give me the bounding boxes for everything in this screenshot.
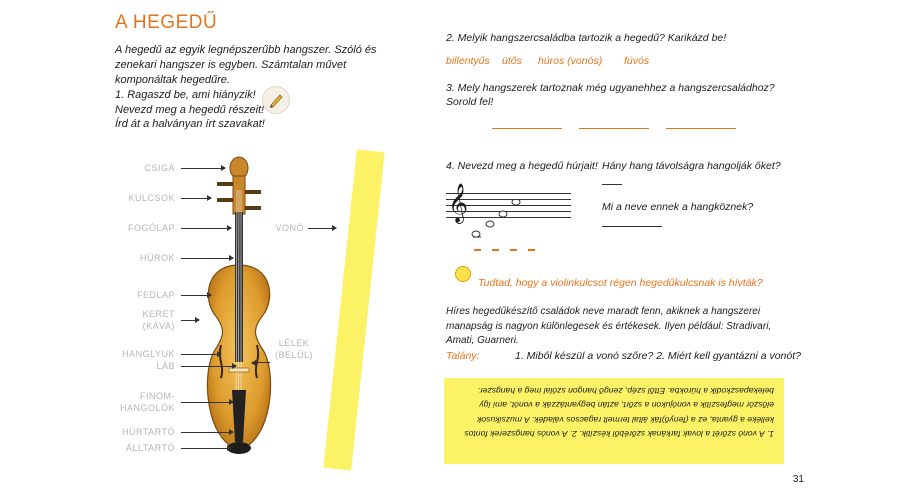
label-alltarto: ÁLLTARTÓ	[125, 443, 175, 453]
question-3-line2: Sorold fel!	[446, 96, 494, 108]
arrow-hanglyuk	[181, 354, 221, 355]
label-keret: KERET	[142, 309, 175, 319]
note-name-blank	[474, 249, 481, 251]
question-4: 4. Nevezd meg a hegedű húrjait!	[446, 160, 598, 172]
note-name-blank	[492, 249, 499, 251]
question-3: 3. Mely hangszerek tartoznak még ugyanehhez a hangszercsaládhoz?	[446, 82, 775, 94]
q2-option: billentyűs	[446, 55, 490, 67]
arrow-fedlap	[181, 295, 211, 296]
intro-text: A hegedű az egyik legnépszerűbb hangszer. Szóló és zenekari hangszer is egyben. Számtalan művet komponáltak hegedűre.	[115, 44, 377, 86]
task-1-line: Nevezd meg a hegedű részeit!	[115, 103, 265, 116]
label-lab: LÁB	[156, 361, 175, 371]
q2-option: fúvós	[624, 55, 650, 67]
arrow-kulcsok	[181, 198, 211, 199]
task-1-line: 1. Ragaszd be, ami hiányzik!	[115, 89, 256, 101]
lightbulb-icon	[455, 266, 471, 282]
q2-option: ütős	[502, 55, 522, 67]
label-lelek: LÉLEK	[278, 338, 310, 348]
arrow-lelek	[252, 362, 270, 363]
answer-box	[444, 378, 784, 464]
answer-line	[492, 128, 562, 129]
riddle-label: Talány:	[446, 350, 480, 362]
arrow-vono	[308, 228, 336, 229]
arrow-hurok	[181, 258, 233, 259]
arrow-finomhangolok	[181, 402, 233, 403]
label-finom: FINOM-	[140, 391, 175, 401]
arrow-csiga	[181, 168, 225, 169]
upside-down-answers: 1. A vonó szőrét a lovak farkának szőréből készítik. 2. A vonós hangszerek fontos kelléke a gyanta, ez a (fenyő)fák által termelt ragacsos váladék. A muzsikusok először megfeszítik a vonójukon a szőrt, aztán begyantázzák a vonót, ami így belekapaszkodik a húrokba. Ettől szép, zengő hangon szólal meg a hangszer.	[464, 386, 774, 440]
makers-paragraph: Híres hegedűkészítő családok neve maradt fenn, akiknek a hangszerei manapság is nagyon különlegesek és értékesek. Ilyen például: Stradivari, Amati, Guarneri.	[446, 306, 772, 346]
question-4-name: Mi a neve ennek a hangköznek?	[602, 201, 754, 213]
answer-line	[579, 128, 649, 129]
label-fogolap: FOGÓLAP	[127, 223, 175, 233]
label-hurtarto: HÚRTARTÓ	[121, 427, 175, 437]
label-hangolok: HANGOLÓK	[119, 403, 175, 413]
arrow-keret	[181, 320, 199, 321]
page-title: A HEGEDŰ	[115, 12, 218, 33]
answer-line	[602, 226, 662, 227]
label-hanglyuk: HANGLYUK	[122, 349, 175, 359]
label-kulcsok: KULCSOK	[128, 193, 175, 203]
riddle-text: 1. Miből készül a vonó szőre? 2. Miért kell gyantázni a vonót?	[515, 350, 801, 362]
fact-text: Tudtad, hogy a violinkulcsot régen hegedűkulcsnak is hívták?	[478, 277, 763, 289]
label-csiga: CSIGA	[144, 163, 175, 173]
label-kava: (KÁVA)	[142, 321, 175, 331]
page-number: 31	[792, 474, 804, 485]
yellow-highlight-strip	[323, 149, 384, 470]
arrow-alltarto	[181, 448, 231, 449]
question-4-interval: Hány hang távolságra hangolják őket?	[602, 160, 781, 172]
arrow-lab	[181, 366, 236, 367]
treble-clef-icon: 𝄞	[448, 184, 469, 222]
note-name-blank	[510, 249, 517, 251]
answer-line	[602, 184, 622, 185]
task-1	[115, 88, 275, 132]
pencil-sticker-icon	[262, 86, 290, 114]
task-1-line: Írd át a halványan írt szavakat!	[115, 118, 265, 130]
q2-option: húros (vonós)	[538, 55, 603, 67]
question-2: 2. Melyik hangszercsaládba tartozik a hegedű? Karikázd be!	[446, 32, 727, 44]
label-hurok: HÚROK	[139, 253, 175, 263]
label-belul: (BELÜL)	[274, 350, 313, 360]
string-notes	[470, 200, 540, 244]
arrow-hurtarto	[181, 432, 233, 433]
label-fedlap: FEDLAP	[136, 290, 175, 300]
answer-line	[666, 128, 736, 129]
label-vono: VONÓ	[275, 223, 304, 233]
arrow-fogolap	[181, 228, 231, 229]
note-name-blank	[528, 249, 535, 251]
